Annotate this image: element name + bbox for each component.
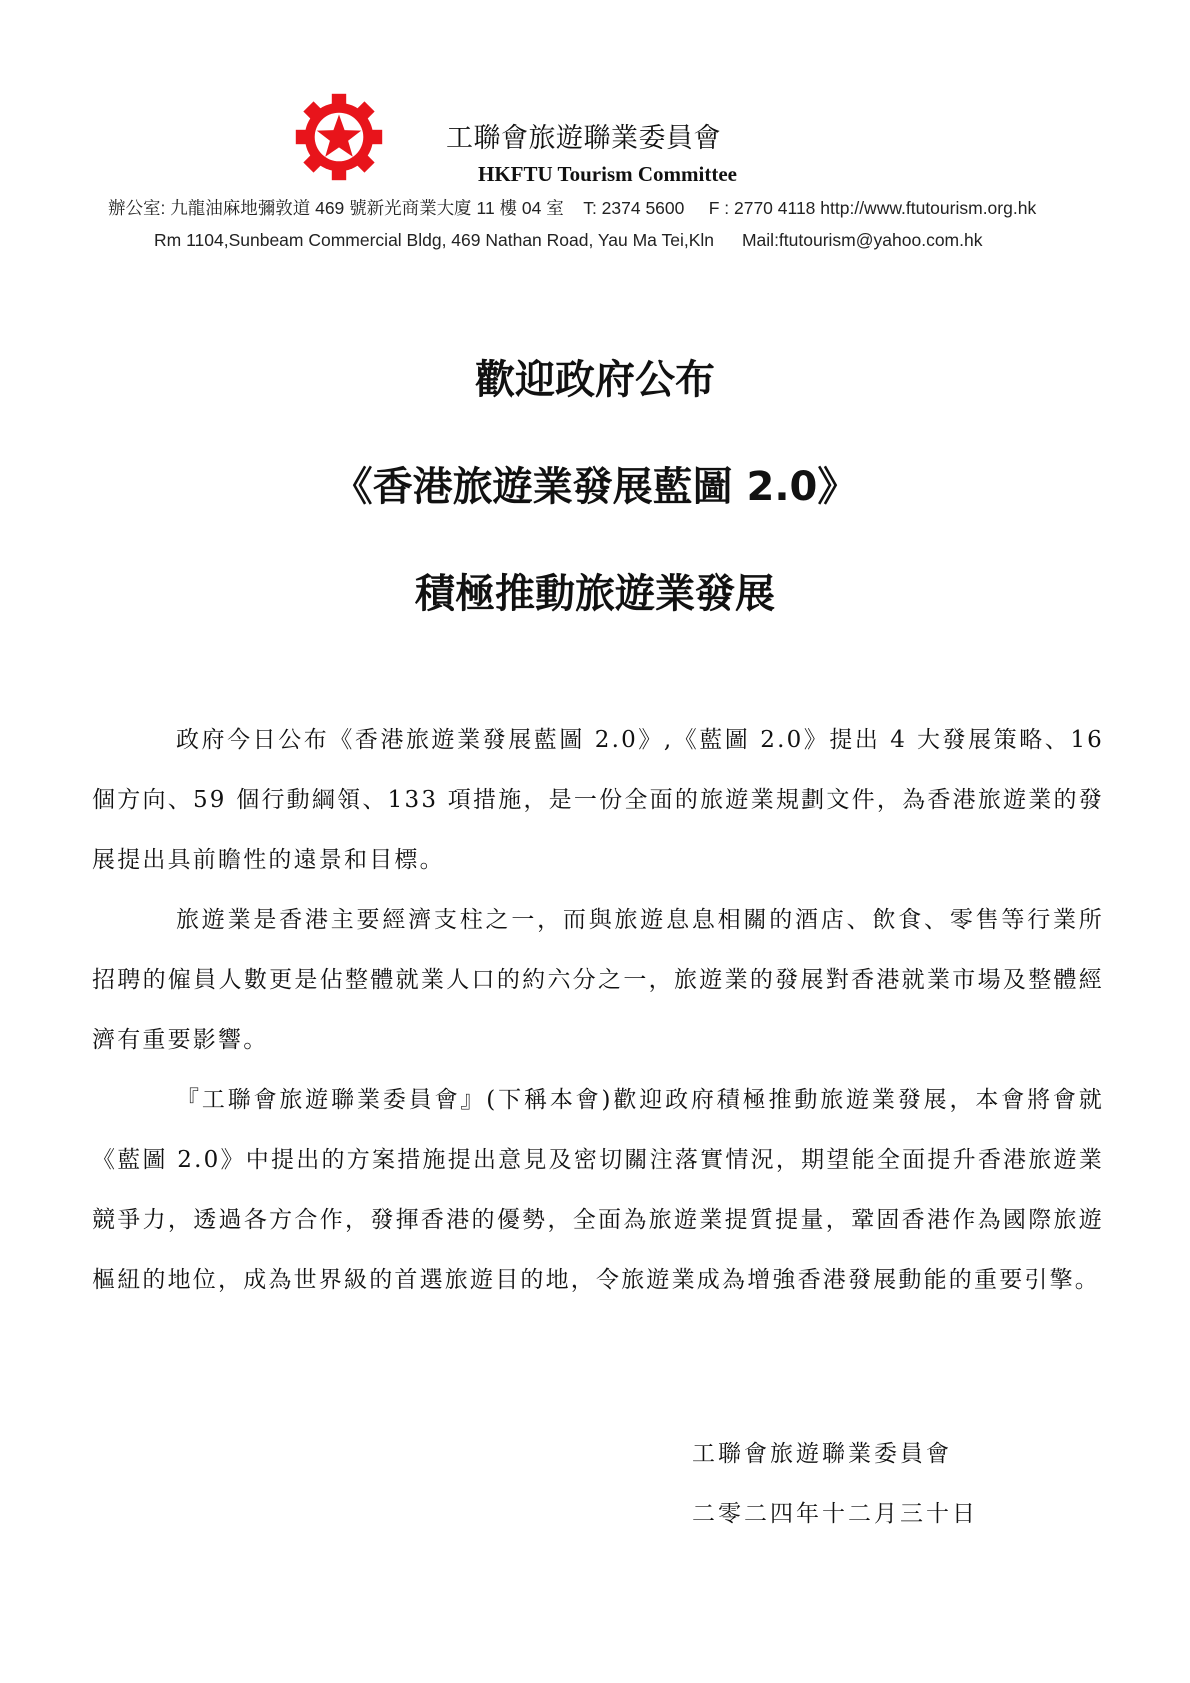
paragraph: 旅遊業是香港主要經濟支柱之一，而與旅遊息息相關的酒店、飲食、零售等行業所招聘的僱員人數更是佔整體就業人口的約六分之一，旅遊業的發展對香港就業市場及整體經濟有重要影響。: [92, 907, 1104, 1053]
contact-line-2: [154, 230, 982, 251]
website: http://www.ftutourism.org.hk: [820, 198, 1037, 218]
signoff: [692, 1424, 978, 1544]
paragraph: 『工聯會旅遊聯業委員會』(下稱本會)歡迎政府積極推動旅遊業發展，本會將會就《藍圖 2.0》中提出的方案措施提出意見及密切關注落實情況，期望能全面提升香港旅遊業競爭力，透過各方合作，發揮香港的優勢，全面為旅遊業提質提量，鞏固香港作為國際旅遊樞紐的地位，成為世界級的首選旅遊目的地，令旅遊業成為增強香港發展動能的重要引擎。: [92, 1087, 1104, 1293]
hkftu-gear-star-logo: [294, 92, 384, 182]
org-name-cn: 工聯會旅遊聯業委員會: [446, 123, 721, 154]
paragraph: 政府今日公布《香港旅遊業發展藍圖 2.0》,《藍圖 2.0》提出 4 大發展策略、16 個方向、59 個行動綱領、133 項措施，是一份全面的旅遊業規劃文件，為香港旅遊業的發展提出具前瞻性的遠景和目標。: [92, 727, 1104, 873]
signoff-date: 二零二四年十二月三十日: [692, 1501, 978, 1527]
mail: Mail:ftutourism@yahoo.com.hk: [741, 230, 983, 250]
headline-line-3: 積極推動旅遊業發展: [415, 571, 775, 617]
headline-line-1: 歡迎政府公布: [475, 357, 715, 403]
signoff-org: 工聯會旅遊聯業委員會: [692, 1441, 952, 1467]
org-name-en: HKFTU Tourism Committee: [478, 162, 737, 186]
contact-line-1: [108, 195, 1036, 220]
telephone: T: 2374 5600: [583, 198, 685, 218]
letterhead: [0, 0, 1190, 260]
address-en: Rm 1104,Sunbeam Commercial Bldg, 469 Nathan Road, Yau Ma Tei,Kln: [154, 230, 714, 250]
headline-line-2: 《香港旅遊業發展藍圖 2.0》: [332, 464, 858, 510]
fax: F : 2770 4118: [708, 198, 816, 218]
body-text: [92, 710, 1104, 1310]
address-cn: 辦公室: 九龍油麻地彌敦道 469 號新光商業大廈 11 樓 04 室: [108, 198, 564, 218]
